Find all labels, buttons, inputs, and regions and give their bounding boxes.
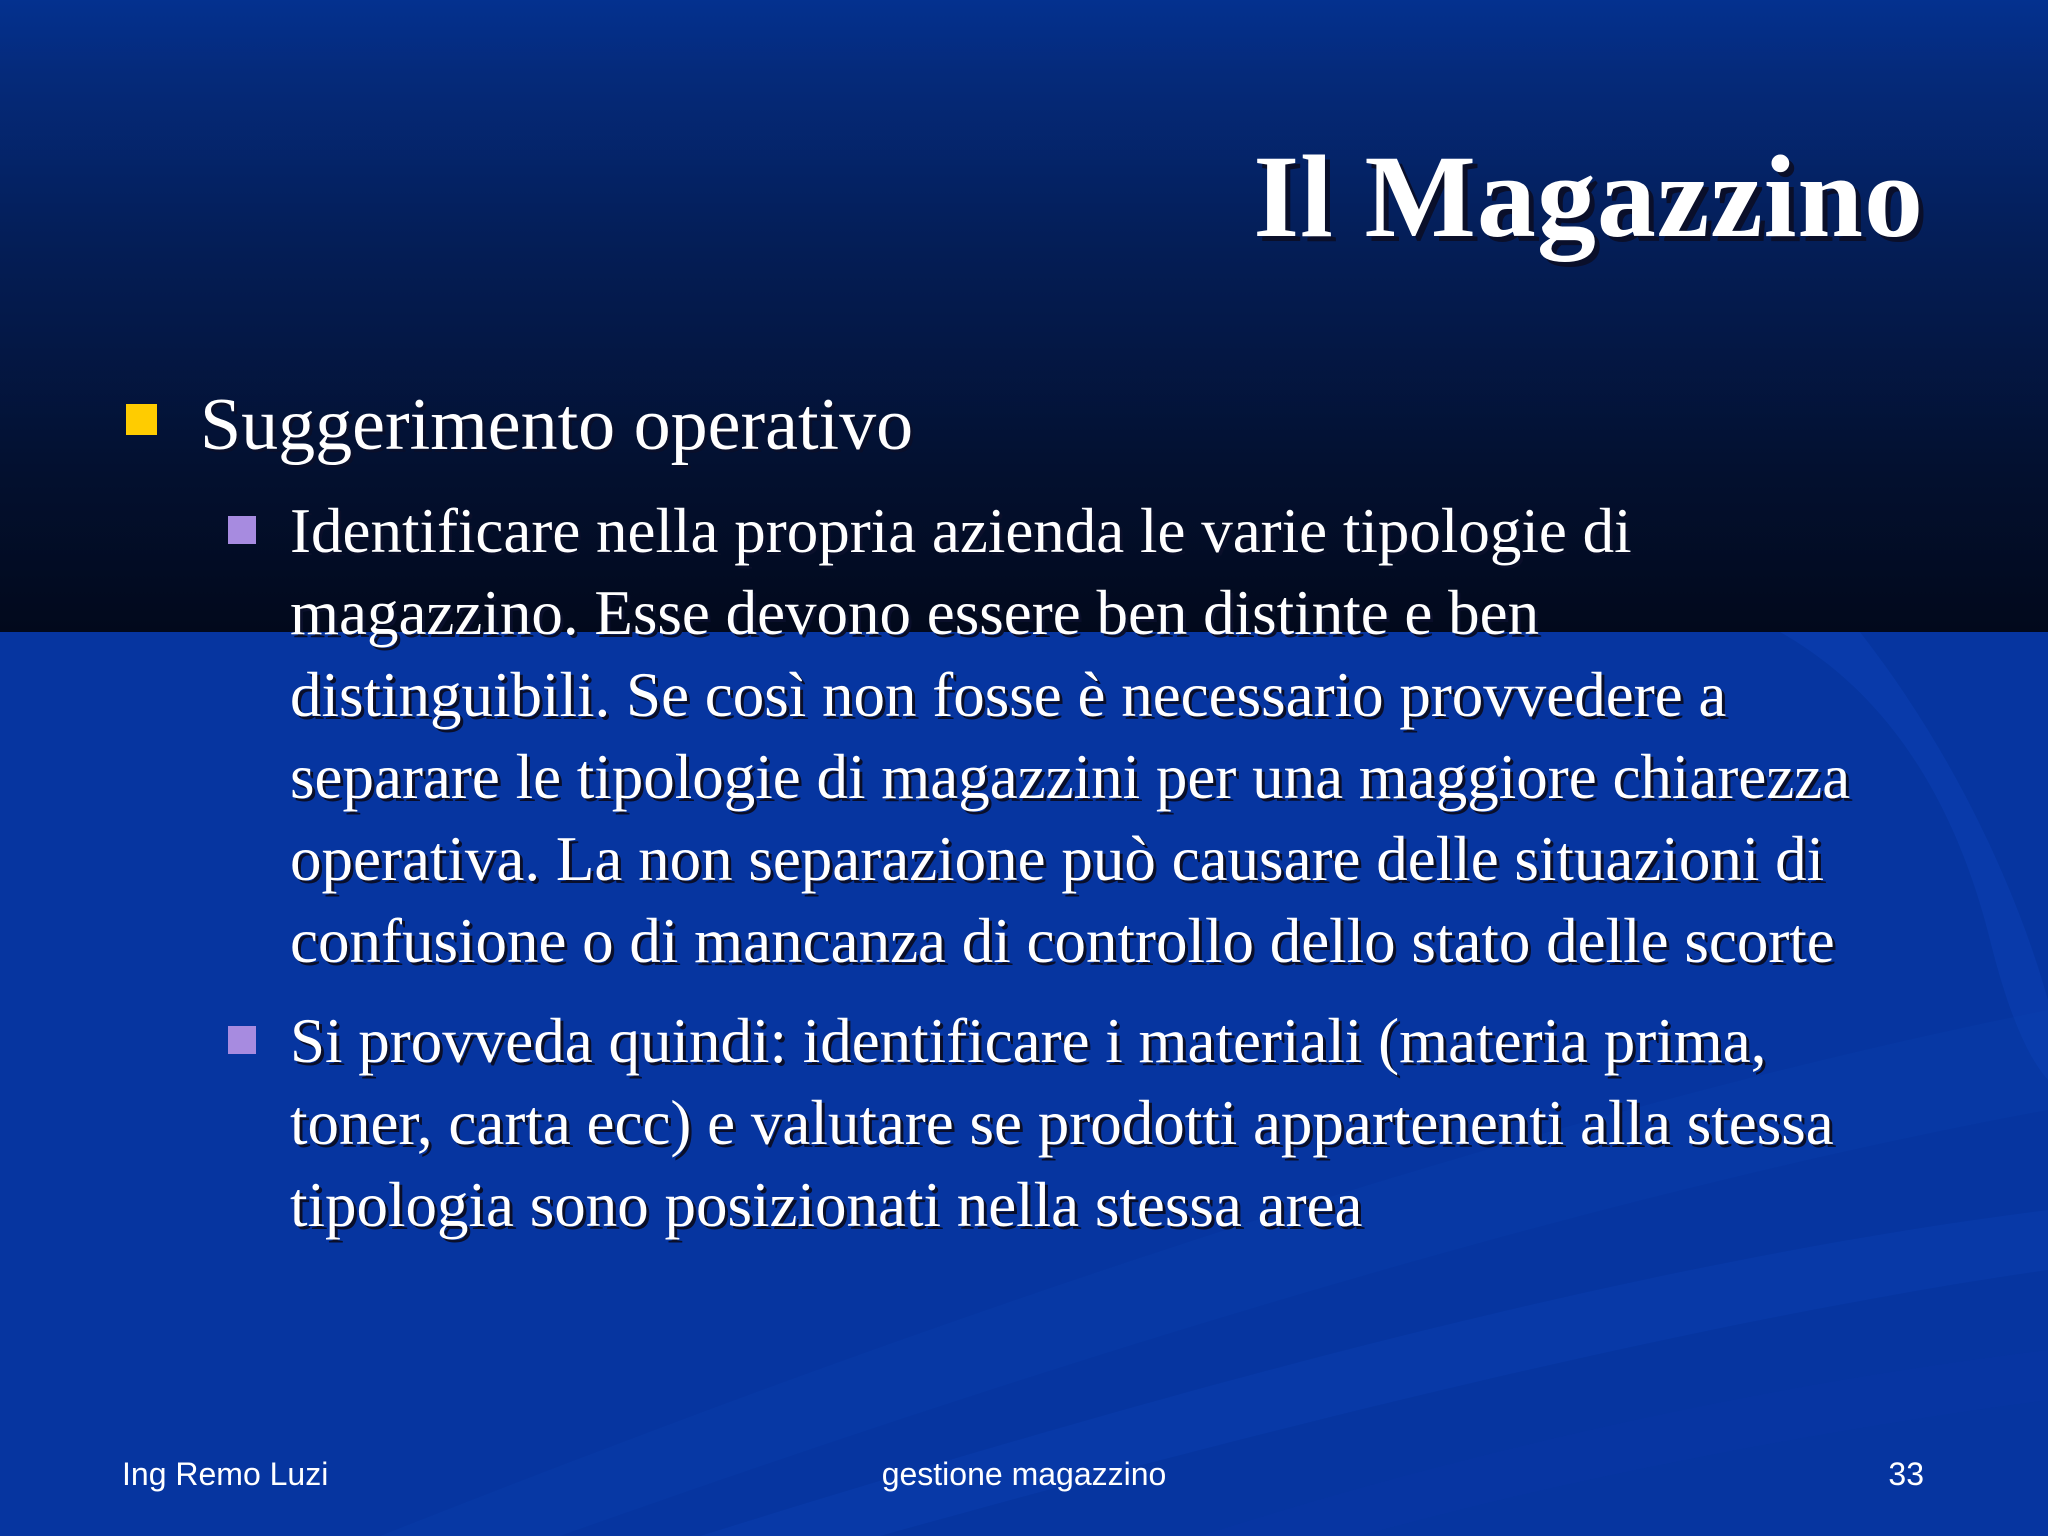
text-line: tipologia sono posizionati nella stessa area	[290, 1170, 1363, 1240]
bullet-heading: Suggerimento operativo	[200, 384, 914, 466]
bullet-text	[290, 1000, 1930, 1246]
text-line: Si provveda quindi: identificare i materiali (materia prima,	[290, 1006, 1767, 1076]
footer-topic: gestione magazzino	[881, 1456, 1167, 1492]
yellow-square-bullet-icon	[126, 404, 157, 435]
text-line: distinguibili. Se così non fosse è necessario provvedere a	[290, 660, 1727, 730]
footer-author: Ing Remo Luzi	[122, 1456, 329, 1492]
text-line: Identificare nella propria azienda le varie tipologie di	[290, 496, 1632, 566]
purple-square-bullet-icon	[228, 1026, 256, 1054]
footer-page-number: 33	[1888, 1456, 1924, 1492]
text-line: confusione o di mancanza di controllo dello stato delle scorte	[290, 906, 1835, 976]
slide-title: Il Magazzino	[1253, 131, 1924, 262]
text-line: toner, carta ecc) e valutare se prodotti appartenenti alla stessa	[290, 1088, 1834, 1158]
bullet-text	[290, 490, 1930, 982]
text-line: magazzino. Esse devono essere ben distinte e ben	[290, 578, 1540, 648]
text-line: operativa. La non separazione può causare delle situazioni di	[290, 824, 1825, 894]
text-line: separare le tipologie di magazzini per una maggiore chiarezza	[290, 742, 1851, 812]
purple-square-bullet-icon	[228, 516, 256, 544]
